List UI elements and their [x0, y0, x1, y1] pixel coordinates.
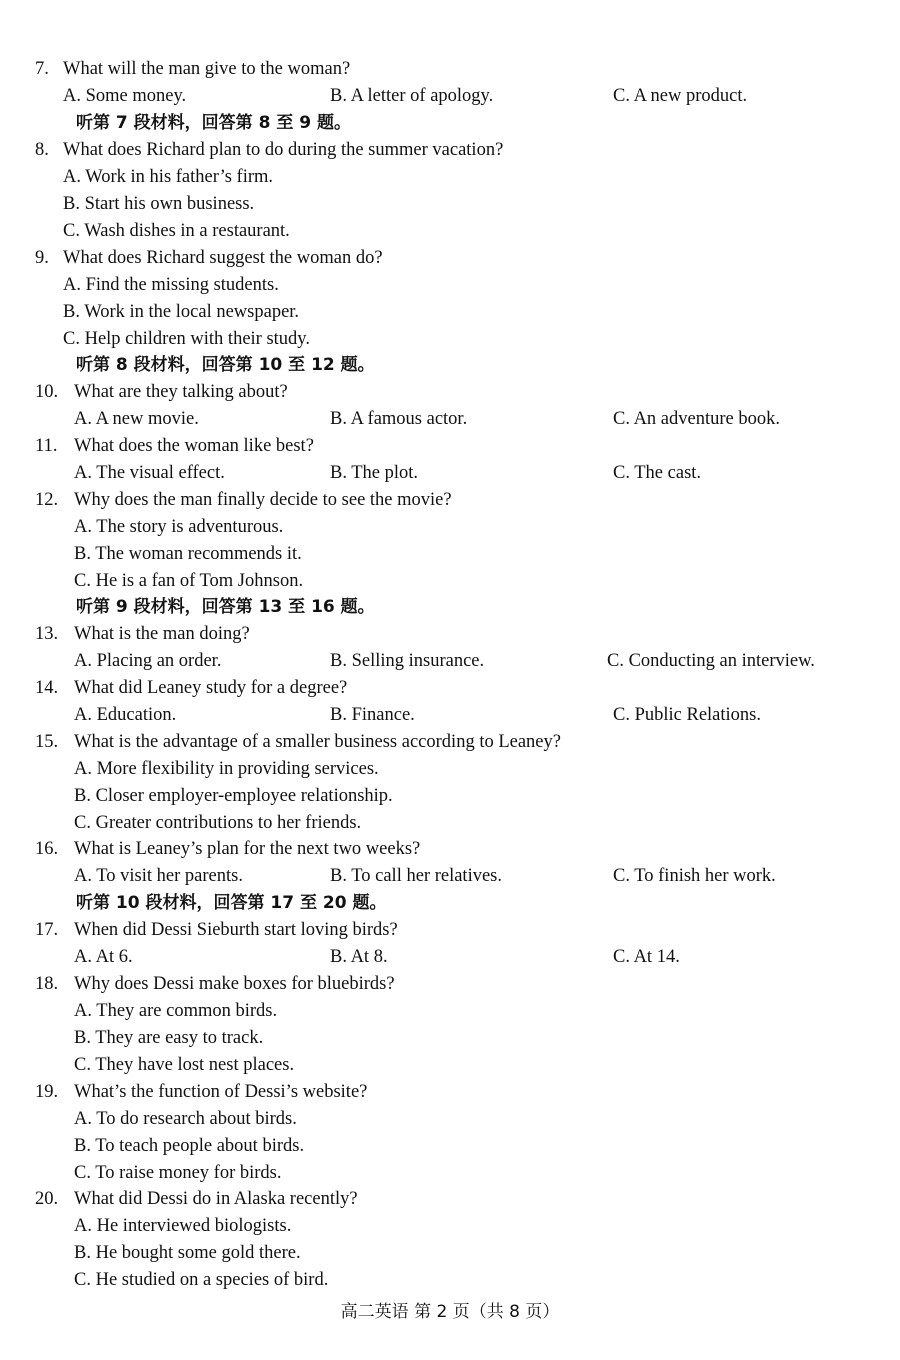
option-b: B. A letter of apology. [330, 86, 494, 106]
question-text: What does the woman like best? [74, 436, 314, 456]
option-b: B. Start his own business. [63, 194, 255, 214]
section-heading: 听第 8 段材料，回答第 10 至 12 题。 [76, 355, 375, 375]
option-c: C. Greater contributions to her friends. [74, 813, 362, 833]
option-b: B. Selling insurance. [330, 651, 485, 671]
option-c: C. He is a fan of Tom Johnson. [74, 571, 304, 591]
question-number: 9. [35, 248, 49, 268]
question-number: 13. [35, 624, 59, 644]
option-b: B. The woman recommends it. [74, 544, 302, 564]
option-b: B. They are easy to track. [74, 1028, 264, 1048]
question-number: 11. [35, 436, 58, 456]
question-number: 16. [35, 839, 59, 859]
question-text: When did Dessi Sieburth start loving birds? [74, 920, 398, 940]
question-number: 19. [35, 1082, 59, 1102]
option-a: A. The visual effect. [74, 463, 225, 483]
question-text: What does Richard plan to do during the summer vacation? [63, 140, 504, 160]
page-footer: 高二英语 第 2 页（共 8 页） [340, 1302, 560, 1322]
question-text: What did Leaney study for a degree? [74, 678, 348, 698]
question-text: Why does Dessi make boxes for bluebirds? [74, 974, 395, 994]
question-text: What is Leaney’s plan for the next two weeks? [74, 839, 421, 859]
option-a: A. At 6. [74, 947, 133, 967]
option-b: B. He bought some gold there. [74, 1243, 301, 1263]
option-b: B. A famous actor. [330, 409, 468, 429]
option-a: A. To visit her parents. [74, 866, 243, 886]
option-c: C. He studied on a species of bird. [74, 1270, 329, 1290]
question-text: What is the man doing? [74, 624, 250, 644]
option-c: C. The cast. [613, 463, 702, 483]
question-number: 7. [35, 59, 49, 79]
question-number: 17. [35, 920, 59, 940]
option-c: C. An adventure book. [613, 409, 780, 429]
option-c: C. They have lost nest places. [74, 1055, 295, 1075]
option-c: C. At 14. [613, 947, 680, 967]
question-number: 14. [35, 678, 59, 698]
question-text: Why does the man finally decide to see the movie? [74, 490, 452, 510]
question-text: What are they talking about? [74, 382, 288, 402]
option-b: B. Work in the local newspaper. [63, 302, 300, 322]
section-heading: 听第 10 段材料，回答第 17 至 20 题。 [76, 893, 387, 913]
option-b: B. To teach people about birds. [74, 1136, 305, 1156]
section-heading: 听第 7 段材料，回答第 8 至 9 题。 [76, 113, 351, 133]
section-heading: 听第 9 段材料，回答第 13 至 16 题。 [76, 597, 375, 617]
option-a: A. They are common birds. [74, 1001, 278, 1021]
option-b: B. To call her relatives. [330, 866, 503, 886]
question-number: 18. [35, 974, 59, 994]
option-c: C. Public Relations. [613, 705, 761, 725]
question-number: 10. [35, 382, 59, 402]
option-b: B. Finance. [330, 705, 415, 725]
question-number: 15. [35, 732, 59, 752]
option-b: B. Closer employer-employee relationship. [74, 786, 393, 806]
question-text: What is the advantage of a smaller business according to Leaney? [74, 732, 561, 752]
option-a: A. To do research about birds. [74, 1109, 297, 1129]
question-number: 8. [35, 140, 49, 160]
option-a: A. Education. [74, 705, 177, 725]
option-c: C. Conducting an interview. [607, 651, 815, 671]
option-b: B. The plot. [330, 463, 419, 483]
option-c: C. A new product. [613, 86, 748, 106]
option-a: A. A new movie. [74, 409, 199, 429]
question-text: What does Richard suggest the woman do? [63, 248, 383, 268]
option-c: C. Help children with their study. [63, 329, 310, 349]
question-text: What did Dessi do in Alaska recently? [74, 1189, 358, 1209]
question-number: 20. [35, 1189, 59, 1209]
question-text: What’s the function of Dessi’s website? [74, 1082, 368, 1102]
option-b: B. At 8. [330, 947, 388, 967]
option-a: A. Find the missing students. [63, 275, 279, 295]
option-c: C. To finish her work. [613, 866, 776, 886]
question-number: 12. [35, 490, 59, 510]
option-c: C. Wash dishes in a restaurant. [63, 221, 290, 241]
option-c: C. To raise money for birds. [74, 1163, 282, 1183]
option-a: A. Placing an order. [74, 651, 222, 671]
option-a: A. He interviewed biologists. [74, 1216, 292, 1236]
option-a: A. The story is adventurous. [74, 517, 284, 537]
question-text: What will the man give to the woman? [63, 59, 351, 79]
option-a: A. Work in his father’s firm. [63, 167, 274, 187]
option-a: A. Some money. [63, 86, 187, 106]
option-a: A. More flexibility in providing services. [74, 759, 379, 779]
